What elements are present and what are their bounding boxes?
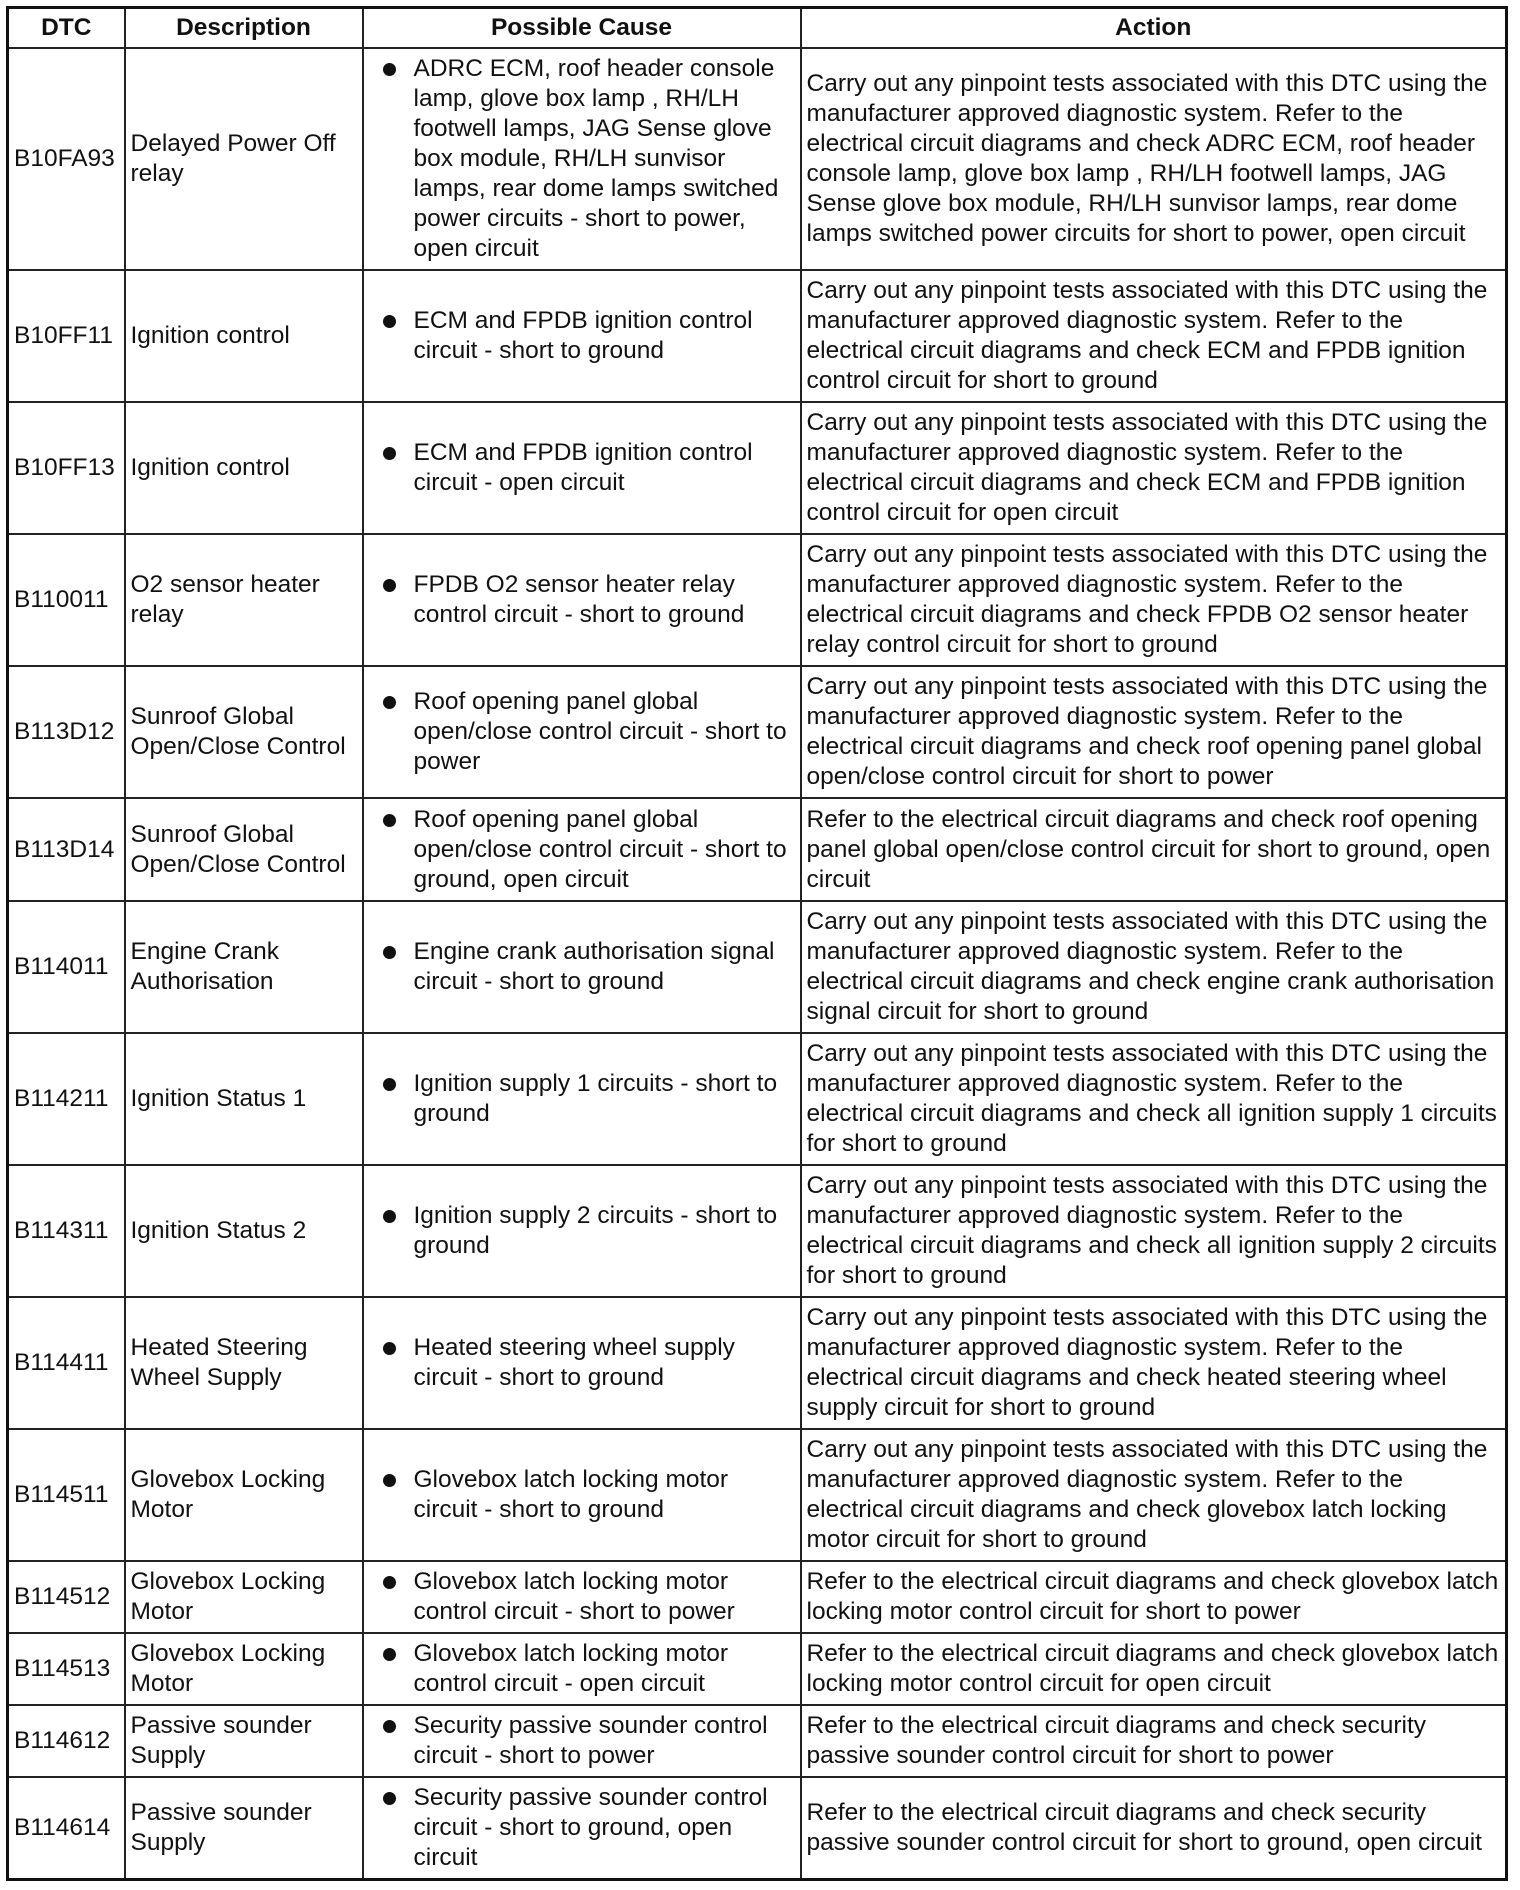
possible-cause-text: Glovebox latch locking motor circuit - short to ground <box>413 1466 729 1523</box>
dtc-action: Carry out any pinpoint tests associated with this DTC using the manufacturer approved diagnostic system. Refer to the electrical circuit diagrams and check ECM and FPDB ignition control circuit for open circuit <box>801 402 1507 534</box>
header-action: Action <box>801 8 1507 49</box>
dtc-action: Carry out any pinpoint tests associated with this DTC using the manufacturer approved diagnostic system. Refer to the electrical circuit diagrams and check ECM and FPDB ignition control circuit for short to ground <box>801 270 1507 402</box>
dtc-description: Heated Steering Wheel Supply <box>125 1297 363 1429</box>
dtc-code: B114211 <box>8 1033 125 1165</box>
table-row <box>8 534 1507 666</box>
table-row <box>8 666 1507 798</box>
dtc-description: Glovebox Locking Motor <box>125 1429 363 1561</box>
possible-cause-text: Roof opening panel global open/close control circuit - short to ground, open circuit <box>413 805 787 893</box>
dtc-action: Refer to the electrical circuit diagrams and check roof opening panel global open/close control circuit for short to ground, open circuit <box>801 798 1507 901</box>
bullet-icon <box>383 63 396 76</box>
table-row <box>8 1561 1507 1633</box>
header-dtc: DTC <box>8 8 125 49</box>
possible-cause <box>363 1633 801 1705</box>
dtc-code: B114614 <box>8 1777 125 1879</box>
table-row <box>8 1777 1507 1879</box>
possible-cause-text: ADRC ECM, roof header console lamp, glove box lamp , RH/LH footwell lamps, JAG Sense glove box module, RH/LH sunvisor lamps, rear dome lamps switched power circuits - short to power, open circuit <box>413 55 779 262</box>
dtc-code: B114511 <box>8 1429 125 1561</box>
table-row <box>8 1165 1507 1297</box>
possible-cause-text: Ignition supply 2 circuits - short to ground <box>413 1202 778 1259</box>
table-row <box>8 1429 1507 1561</box>
dtc-description: Glovebox Locking Motor <box>125 1633 363 1705</box>
dtc-code: B114011 <box>8 901 125 1033</box>
possible-cause <box>363 1033 801 1165</box>
possible-cause-text: Glovebox latch locking motor control circuit - short to power <box>413 1568 735 1625</box>
bullet-icon <box>383 579 396 592</box>
possible-cause-text: FPDB O2 sensor heater relay control circuit - short to ground <box>413 571 745 628</box>
possible-cause-text: ECM and FPDB ignition control circuit - open circuit <box>413 439 753 496</box>
dtc-description: O2 sensor heater relay <box>125 534 363 666</box>
table-row <box>8 1705 1507 1777</box>
bullet-icon <box>383 447 396 460</box>
table-row <box>8 402 1507 534</box>
table-row <box>8 270 1507 402</box>
bullet-icon <box>383 315 396 328</box>
dtc-action: Carry out any pinpoint tests associated with this DTC using the manufacturer approved diagnostic system. Refer to the electrical circuit diagrams and check engine crank authorisation signal circuit for short to ground <box>801 901 1507 1033</box>
table-row <box>8 798 1507 901</box>
dtc-action: Carry out any pinpoint tests associated with this DTC using the manufacturer approved diagnostic system. Refer to the electrical circuit diagrams and check all ignition supply 2 circuits for short to ground <box>801 1165 1507 1297</box>
dtc-description: Delayed Power Off relay <box>125 48 363 270</box>
possible-cause <box>363 48 801 270</box>
dtc-action: Refer to the electrical circuit diagrams and check glovebox latch locking motor control circuit for short to power <box>801 1561 1507 1633</box>
dtc-action: Carry out any pinpoint tests associated with this DTC using the manufacturer approved diagnostic system. Refer to the electrical circuit diagrams and check heated steering wheel supply circuit for short to ground <box>801 1297 1507 1429</box>
dtc-code: B113D12 <box>8 666 125 798</box>
possible-cause <box>363 1429 801 1561</box>
dtc-code: B114311 <box>8 1165 125 1297</box>
bullet-icon <box>383 814 396 827</box>
bullet-icon <box>383 696 396 709</box>
possible-cause-text: Heated steering wheel supply circuit - short to ground <box>413 1334 735 1391</box>
possible-cause <box>363 1561 801 1633</box>
table-row <box>8 1633 1507 1705</box>
dtc-description: Passive sounder Supply <box>125 1705 363 1777</box>
dtc-code: B114411 <box>8 1297 125 1429</box>
dtc-action: Carry out any pinpoint tests associated with this DTC using the manufacturer approved diagnostic system. Refer to the electrical circuit diagrams and check all ignition supply 1 circuits for short to ground <box>801 1033 1507 1165</box>
dtc-action: Carry out any pinpoint tests associated with this DTC using the manufacturer approved diagnostic system. Refer to the electrical circuit diagrams and check glovebox latch locking motor circuit for short to ground <box>801 1429 1507 1561</box>
dtc-code: B114513 <box>8 1633 125 1705</box>
possible-cause <box>363 1297 801 1429</box>
dtc-action: Refer to the electrical circuit diagrams and check security passive sounder control circuit for short to ground, open circuit <box>801 1777 1507 1879</box>
table-row <box>8 48 1507 270</box>
dtc-code: B10FF11 <box>8 270 125 402</box>
dtc-code: B114512 <box>8 1561 125 1633</box>
possible-cause-text: Security passive sounder control circuit - short to power <box>413 1712 768 1769</box>
dtc-code: B113D14 <box>8 798 125 901</box>
possible-cause-text: Engine crank authorisation signal circuit - short to ground <box>413 938 775 995</box>
table-row <box>8 901 1507 1033</box>
header-description: Description <box>125 8 363 49</box>
dtc-code: B10FA93 <box>8 48 125 270</box>
dtc-description: Engine Crank Authorisation <box>125 901 363 1033</box>
dtc-action: Carry out any pinpoint tests associated with this DTC using the manufacturer approved diagnostic system. Refer to the electrical circuit diagrams and check FPDB O2 sensor heater relay control circuit for short to ground <box>801 534 1507 666</box>
possible-cause <box>363 534 801 666</box>
possible-cause <box>363 270 801 402</box>
possible-cause-text: Roof opening panel global open/close control circuit - short to power <box>413 688 787 775</box>
table-header-row <box>8 8 1507 49</box>
header-possible-cause: Possible Cause <box>363 8 801 49</box>
dtc-description: Ignition Status 1 <box>125 1033 363 1165</box>
table-row <box>8 1297 1507 1429</box>
dtc-action: Refer to the electrical circuit diagrams and check security passive sounder control circuit for short to power <box>801 1705 1507 1777</box>
possible-cause <box>363 666 801 798</box>
bullet-icon <box>383 1648 396 1661</box>
dtc-description: Ignition control <box>125 270 363 402</box>
possible-cause <box>363 402 801 534</box>
bullet-icon <box>383 1474 396 1487</box>
bullet-icon <box>383 1792 396 1805</box>
possible-cause <box>363 1777 801 1879</box>
possible-cause <box>363 1165 801 1297</box>
possible-cause-text: Glovebox latch locking motor control circuit - open circuit <box>413 1640 729 1697</box>
dtc-description: Glovebox Locking Motor <box>125 1561 363 1633</box>
possible-cause-text: Security passive sounder control circuit - short to ground, open circuit <box>413 1783 768 1871</box>
dtc-description: Sunroof Global Open/Close Control <box>125 798 363 901</box>
dtc-code: B114612 <box>8 1705 125 1777</box>
dtc-action: Carry out any pinpoint tests associated with this DTC using the manufacturer approved diagnostic system. Refer to the electrical circuit diagrams and check ADRC ECM, roof header console lamp, glove box lamp , RH/LH footwell lamps, JAG Sense glove box module, RH/LH sunvisor lamps, rear dome lamps switched power circuits for short to power, open circuit <box>801 48 1507 270</box>
dtc-table <box>6 6 1508 1881</box>
dtc-code: B110011 <box>8 534 125 666</box>
table-row <box>8 1033 1507 1165</box>
dtc-description: Ignition control <box>125 402 363 534</box>
possible-cause <box>363 1705 801 1777</box>
possible-cause <box>363 901 801 1033</box>
bullet-icon <box>383 946 396 959</box>
dtc-action: Refer to the electrical circuit diagrams and check glovebox latch locking motor control circuit for open circuit <box>801 1633 1507 1705</box>
dtc-description: Ignition Status 2 <box>125 1165 363 1297</box>
dtc-action: Carry out any pinpoint tests associated with this DTC using the manufacturer approved diagnostic system. Refer to the electrical circuit diagrams and check roof opening panel global open/close control circuit for short to power <box>801 666 1507 798</box>
possible-cause-text: ECM and FPDB ignition control circuit - short to ground <box>413 307 753 364</box>
bullet-icon <box>383 1342 396 1355</box>
bullet-icon <box>383 1078 396 1091</box>
dtc-code: B10FF13 <box>8 402 125 534</box>
dtc-description: Sunroof Global Open/Close Control <box>125 666 363 798</box>
bullet-icon <box>383 1576 396 1589</box>
possible-cause-text: Ignition supply 1 circuits - short to ground <box>413 1070 778 1127</box>
possible-cause <box>363 798 801 901</box>
dtc-description: Passive sounder Supply <box>125 1777 363 1879</box>
bullet-icon <box>383 1210 396 1223</box>
bullet-icon <box>383 1720 396 1733</box>
